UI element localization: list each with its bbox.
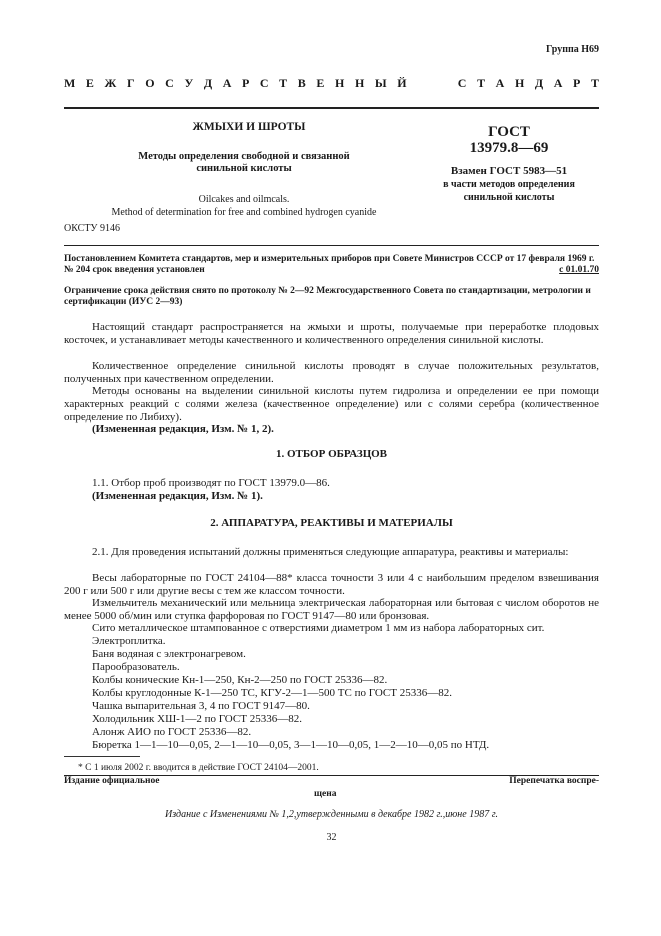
equipment-item: Колбы конические Кн-1—250, Кн-2—250 по ГОСТ 25336—82. — [92, 674, 388, 686]
reprint-notice-line2: щена — [314, 789, 337, 799]
banner-gap — [417, 76, 447, 92]
banner-letter: В — [297, 76, 306, 90]
banner-letter: Н — [335, 76, 345, 90]
document-subtitle: Методы определения свободной и связанной синильной кислоты — [138, 151, 350, 174]
page-number: 32 — [326, 832, 337, 843]
intro-paragraph-1: Настоящий стандарт распространяется на жмыхи и шроты, получаемые при переработке плодовых косточек, и устанавливает методы качественного и количественного определения синильной кислоты. — [64, 321, 599, 346]
title-rule — [64, 245, 599, 246]
banner-letter: Ж — [104, 76, 117, 90]
banner-letter: Д — [534, 76, 544, 90]
limitation-text: Ограничение срока действия снято по протоколу № 2—92 Межгосударственного Совета по стандартизации, метрологии и сертификации (ИУС 2—93) — [64, 286, 591, 307]
section-2-paragraph-1: 2.1. Для проведения испытаний должны применяться следующие аппаратура, реактивы и материалы: — [92, 546, 569, 558]
edition-note: Издание с Изменениями № 1,2,утвержденными в декабре 1982 г.,июне 1987 г. — [165, 809, 498, 820]
banner-letter: С — [165, 76, 174, 90]
gost-number: 13979.8—69 — [469, 140, 549, 156]
equipment-item: Колбы круглодонные К-1—250 ТС, КГУ-2—1—500 ТС по ГОСТ 25336—82. — [92, 687, 452, 699]
banner-letter: Е — [316, 76, 325, 90]
footnote-rule — [64, 756, 140, 757]
banner-letter: М — [64, 76, 76, 90]
replaces-note-line1: в части методов определения — [443, 179, 575, 190]
banner-letter: Т — [477, 76, 486, 90]
reprint-notice-line1: Перепечатка воспре- — [509, 776, 599, 786]
footnote: * С 1 июля 2002 г. вводится в действие ГОСТ 24104—2001. — [78, 763, 319, 773]
intro-paragraph-3: Методы основаны на выделении синильной кислоты путем гидролиза и определении ее при помощи характерных реакций с солями железа (качественное определение) или с солями серебра (количественное определение по Либиху). — [64, 385, 599, 423]
okstu-code: ОКСТУ 9146 — [64, 223, 121, 234]
header-rule — [64, 107, 599, 109]
interstate-standard-banner — [64, 76, 599, 92]
banner-letter: Т — [279, 76, 288, 90]
english-title-line2: Method of determination for free and combined hydrogen cyanide — [111, 207, 377, 218]
banner-letter: Н — [354, 76, 365, 90]
effective-date: с 01.01.70 — [559, 265, 599, 275]
equipment-item: Холодильник ХШ-1—2 по ГОСТ 25336—82. — [92, 713, 302, 725]
equipment-item: Электроплитка. — [92, 635, 166, 647]
equipment-item: Баня водяная с электронагревом. — [92, 648, 246, 660]
banner-letter: Е — [85, 76, 94, 90]
banner-letter: Н — [514, 76, 525, 90]
banner-letter: А — [222, 76, 232, 90]
banner-letter: Р — [241, 76, 250, 90]
banner-letter: Д — [203, 76, 213, 90]
equipment-item: Парообразователь. — [92, 661, 180, 673]
gost-label: ГОСТ — [488, 124, 530, 140]
equipment-item: Чашка выпарительная 3, 4 по ГОСТ 9147—80. — [92, 700, 310, 712]
banner-letter: Ы — [374, 76, 387, 90]
resolution-text — [64, 254, 599, 276]
banner-letter: У — [184, 76, 194, 90]
banner-letter: Г — [127, 76, 135, 90]
banner-letter: С — [259, 76, 269, 90]
intro-paragraph-2: Количественное определение синильной кислоты проводят в случае положительных результатов, полученных при качественном определении. — [64, 360, 599, 385]
equipment-item: Алонж АИО по ГОСТ 25336—82. — [92, 726, 252, 738]
english-title-line1: Oilcakes and oilmcals. — [198, 194, 290, 205]
official-edition-label: Издание официальное — [64, 776, 160, 786]
document-title: ЖМЫХИ И ШРОТЫ — [192, 121, 306, 133]
gost-block — [420, 124, 598, 204]
equipment-item: Сито металлическое штампованное с отверстиями диаметром 1 мм из набора лабораторных сит. — [92, 622, 545, 634]
section-2-title: 2. АППАРАТУРА, РЕАКТИВЫ И МАТЕРИАЛЫ — [210, 517, 453, 529]
banner-letter: А — [553, 76, 563, 90]
resolution-body: Постановлением Комитета стандартов, мер и измерительных приборов при Совете Министров СССР от 17 февраля 1969 г. № 204 срок введения установлен — [64, 254, 595, 275]
replaces-note-line2: синильной кислоты — [463, 192, 555, 203]
banner-letter: С — [457, 76, 467, 90]
replaces-label: Взамен ГОСТ 5983—51 — [450, 165, 568, 177]
section-1-title: 1. ОТБОР ОБРАЗЦОВ — [275, 448, 388, 460]
equipment-item: Бюретка 1—1—10—0,05, 2—1—10—0,05, 3—1—10—0,05, 1—2—10—0,05 по НТД. — [92, 739, 490, 751]
title-block — [64, 121, 424, 219]
section-2-grinder: Измельчитель механический или мельница электрическая лабораторная или бытовая с числом оборотов не менее 5000 об/мин или ступка фарфоровая по ГОСТ 9147—80 или бронзовая. — [64, 597, 599, 622]
group-code: Группа Н69 — [546, 44, 599, 55]
banner-letter: Й — [397, 76, 407, 90]
section-1-paragraph: 1.1. Отбор проб производят по ГОСТ 13979.0—86. — [92, 477, 330, 489]
section-2-scales: Весы лабораторные по ГОСТ 24104—88* класса точности 3 или 4 с наибольшим пределом взвешивания 200 г или 500 г или другие весы с тем же классом точности. — [64, 572, 599, 597]
banner-letter: О — [145, 76, 155, 90]
banner-letter: А — [495, 76, 505, 90]
section-1-edit-note: (Измененная редакция, Изм. № 1). — [92, 490, 263, 502]
banner-letter: Т — [590, 76, 599, 90]
banner-letter: Р — [573, 76, 581, 90]
intro-edit-note: (Измененная редакция, Изм. № 1, 2). — [92, 423, 274, 435]
